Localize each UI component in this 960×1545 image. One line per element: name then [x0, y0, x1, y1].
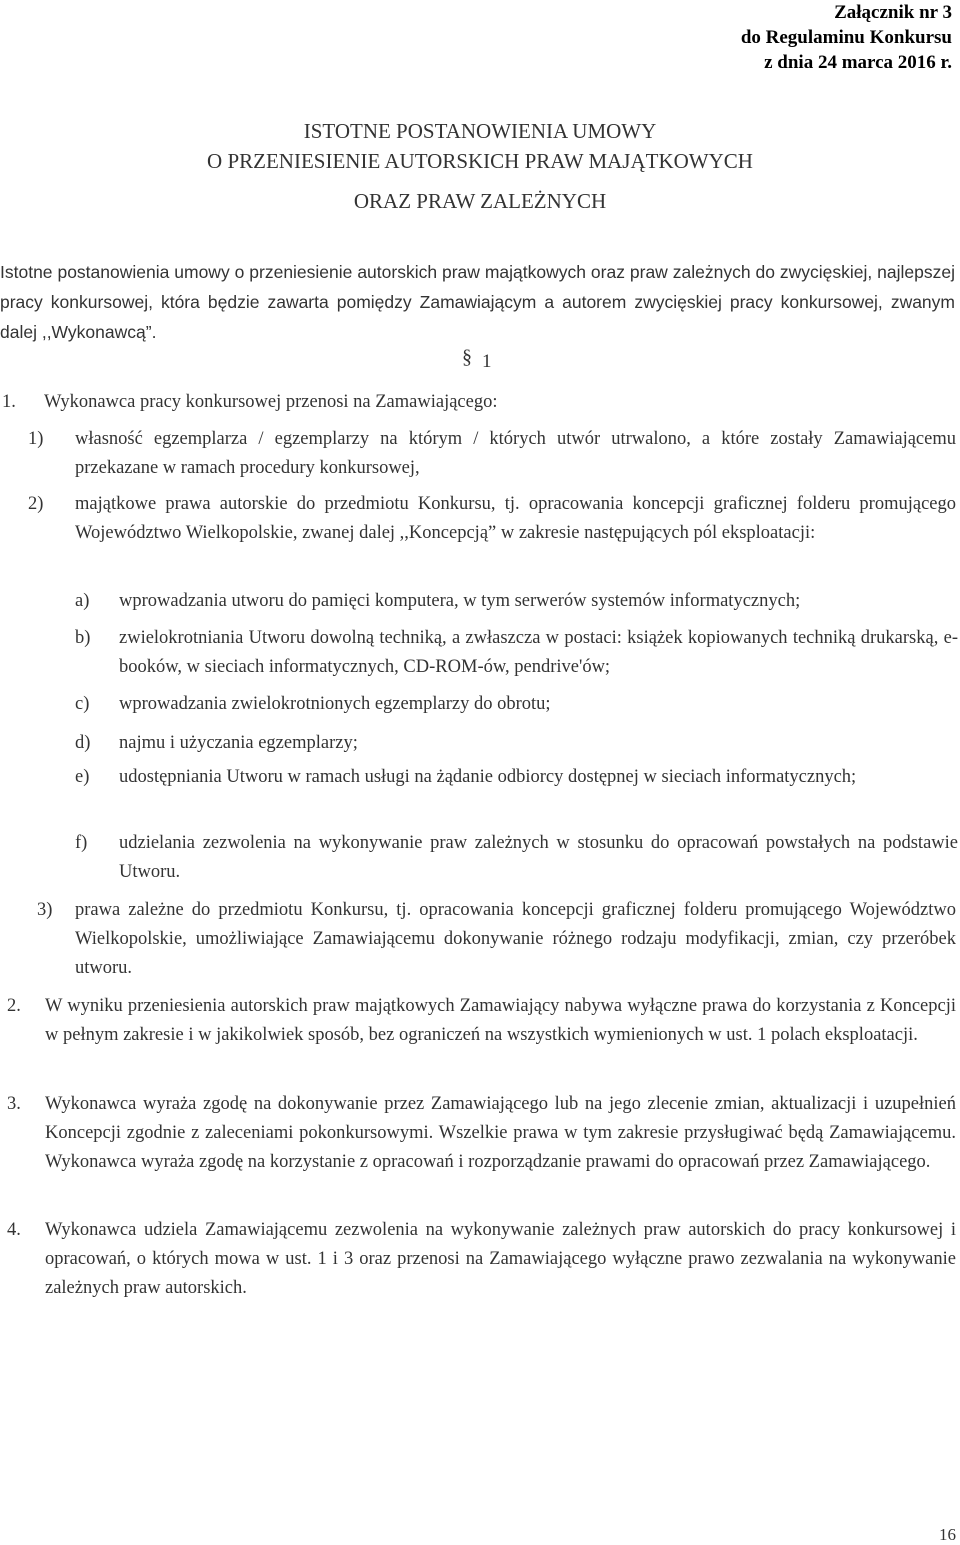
field-letter: a)	[75, 591, 90, 611]
field-d	[75, 729, 958, 759]
point-text: W wyniku przeniesienia autorskich praw majątkowych Zamawiający nabywa wyłączne prawa do korzystania z Koncepcji w pełnym zakresie i w jakikolwiek sposób, bez ograniczeń na wszystkich wymienionych w ust. 1 polach eksploatacji.	[45, 996, 956, 1045]
subpoint-number: 3)	[37, 900, 53, 920]
field-c	[75, 690, 958, 720]
subpoint-text: własność egzemplarza / egzemplarzy na którym / których utwór utrwalono, a które zostały Zamawiającemu przekazane w ramach procedury konkursowej,	[75, 429, 956, 478]
page-number: 16	[939, 1525, 956, 1544]
subpoint-1	[28, 425, 956, 485]
subpoint-number: 2)	[28, 494, 44, 514]
field-text: wprowadzania utworu do pamięci komputera, w tym serwerów systemów informatycznych;	[119, 591, 801, 611]
field-letter: d)	[75, 733, 91, 753]
intro-paragraph: Istotne postanowienia umowy o przeniesienie autorskich praw majątkowych oraz praw zależnych do zwycięskiej, najlepszej pracy konkursowej, która będzie zawarta pomiędzy Zamawiającym a autorem zwycięskiej pracy konkursowej, zwanym dalej ,,Wykonawcą”.	[0, 262, 955, 342]
point-1	[2, 388, 952, 418]
field-f	[75, 829, 958, 889]
point-text: Wykonawca udziela Zamawiającemu zezwolenia na wykonywanie zależnych praw autorskich do pracy konkursowej i opracowań, o których mowa w ust. 1 i 3 oraz przenosi na Zamawiającego wyłączne prawo zezwalania na wykonywanie zależnych praw autorskich.	[45, 1220, 956, 1298]
field-text: udzielania zezwolenia na wykonywanie praw zależnych w stosunku do opracowań powstałych na podstawie Utworu.	[119, 833, 958, 882]
field-text: zwielokrotniania Utworu dowolną techniką, a zwłaszcza w postaci: książek kopiowanych techniką drukarską, e-booków, w sieciach informatycznych, CD-ROM-ów, pendrive'ów;	[119, 628, 958, 677]
point-number: 2.	[7, 996, 21, 1016]
field-letter: f)	[75, 833, 88, 853]
point-text: Wykonawca pracy konkursowej przenosi na Zamawiającego:	[44, 392, 498, 412]
field-text: najmu i użyczania egzemplarzy;	[119, 733, 358, 753]
document-title	[0, 116, 960, 216]
point-3	[7, 1090, 956, 1210]
section-heading	[462, 346, 492, 373]
attachment-header	[741, 0, 952, 75]
field-letter: b)	[75, 628, 91, 648]
attachment-line-2: do Regulaminu Konkursu	[740, 27, 952, 48]
section-symbol: §	[462, 346, 472, 368]
field-text: wprowadzania zwielokrotnionych egzemplarzy do obrotu;	[119, 694, 551, 714]
subpoint-2	[28, 490, 956, 580]
field-b	[75, 624, 958, 684]
point-2	[7, 992, 956, 1082]
subpoint-3	[37, 896, 956, 986]
field-a	[75, 587, 958, 617]
field-letter: c)	[75, 694, 90, 714]
point-4	[7, 1216, 956, 1306]
title-line-3: ORAZ PRAW ZALEŻNYCH	[353, 189, 607, 213]
attachment-line-3: z dnia 24 marca 2016 r.	[764, 52, 952, 73]
field-letter: e)	[75, 767, 90, 787]
field-text: udostępniania Utworu w ramach usługi na żądanie odbiorcy dostępnej w sieciach informatycznych;	[119, 767, 857, 787]
subpoint-text: prawa zależne do przedmiotu Konkursu, tj. opracowania koncepcji graficznej folderu promującego Województwo Wielkopolskie, umożliwiające Zamawiającemu dokonywanie różnego rodzaju modyfikacji, zmian, czy przeróbek utworu.	[75, 900, 956, 978]
point-number: 4.	[7, 1220, 21, 1240]
section-number: 1	[482, 351, 492, 372]
attachment-line-1: Załącznik nr 3	[834, 2, 952, 23]
point-number: 3.	[7, 1094, 21, 1114]
field-e	[75, 763, 958, 823]
subpoint-text: majątkowe prawa autorskie do przedmiotu Konkursu, tj. opracowania koncepcji graficznej folderu promującego Województwo Wielkopolskie, zwanej dalej ,,Koncepcją” w zakresie następujących pól eksploatacji:	[75, 494, 956, 543]
point-text: Wykonawca wyraża zgodę na dokonywanie przez Zamawiającego lub na jego zlecenie zmian, aktualizacji i uzupełnień Koncepcji zgodnie z zaleceniami pokonkursowymi. Wszelkie prawa w tym zakresie przysługiwać będą Zamawiającemu. Wykonawca wyraża zgodę na korzystanie z opracowań i rozporządzanie prawami do opracowań przez Zamawiającego.	[45, 1094, 956, 1172]
title-line-1: ISTOTNE POSTANOWIENIA UMOWY	[303, 119, 657, 143]
point-number: 1.	[2, 392, 16, 412]
subpoint-number: 1)	[28, 429, 44, 449]
title-line-2: O PRZENIESIENIE AUTORSKICH PRAW MAJĄTKOWYCH	[207, 149, 753, 173]
